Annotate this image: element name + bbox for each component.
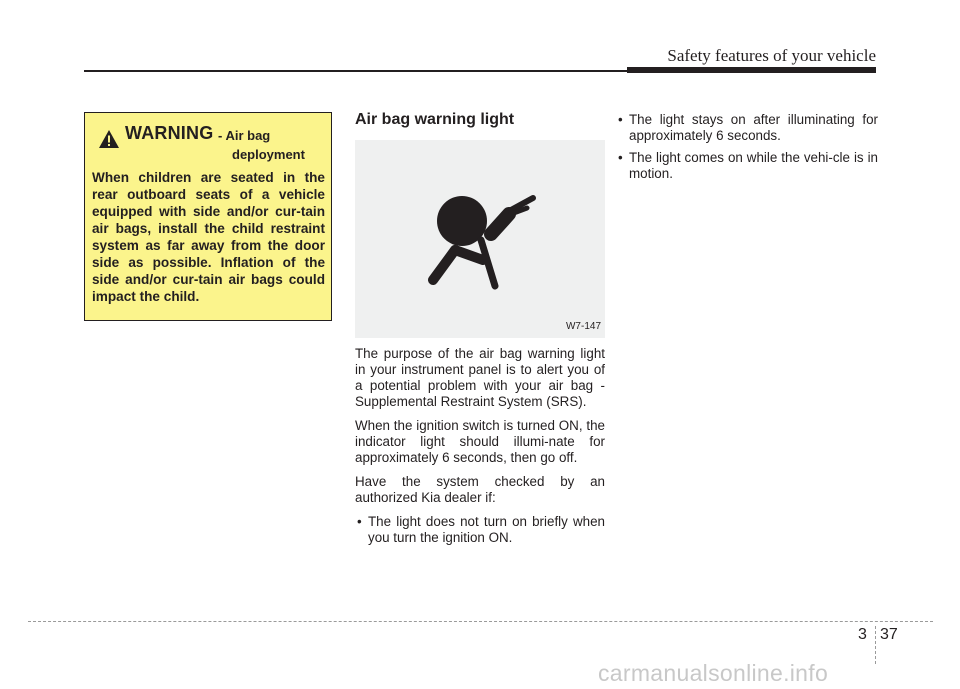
chapter-number: 3	[858, 626, 867, 643]
page-number: 37	[880, 626, 898, 643]
content-column-middle	[355, 110, 605, 545]
figure-panel	[355, 140, 605, 338]
page-heading: Air bag warning light	[355, 111, 515, 128]
airbag-warning-icon	[425, 182, 540, 292]
warning-box	[84, 112, 332, 321]
list-item-text: The light stays on after illuminating for approximately 6 seconds.	[629, 112, 878, 143]
list-item	[355, 514, 605, 546]
footer-divider	[875, 626, 876, 664]
figure-code: W7-147	[565, 321, 601, 332]
watermark: carmanualsonline.info	[598, 660, 829, 686]
footer-rule	[28, 621, 933, 622]
warning-body: When children are seated in the rear outboard seats of a vehicle equipped with side and/or cur-tain air bags, install the child restraint system as far away from the door side as possible. Inflation of the side and/or cur-tain air bags could impact the child.	[92, 170, 325, 304]
bullet-dot: •	[357, 514, 362, 529]
list-item	[616, 112, 878, 144]
paragraph: The purpose of the air bag warning light in your instrument panel is to alert you of a potential problem with your air bag - Supplemental Restraint System (SRS).	[355, 346, 605, 409]
content-column-right	[616, 112, 878, 188]
section-title: Safety features of your vehicle	[667, 46, 876, 65]
paragraph: Have the system checked by an authorized Kia dealer if:	[355, 474, 605, 505]
warning-triangle-icon	[98, 129, 120, 149]
list-item-text: The light comes on while the vehi-cle is in motion.	[629, 150, 878, 181]
warning-label: WARNING	[125, 123, 214, 143]
list-item	[616, 150, 878, 182]
bullet-dot: •	[618, 112, 623, 127]
middle-text	[355, 346, 605, 552]
warning-header	[92, 121, 325, 169]
header-rule-accent	[627, 67, 876, 73]
bullet-dot: •	[618, 150, 623, 165]
list-item-text: The light does not turn on briefly when you turn the ignition ON.	[368, 514, 605, 545]
warning-subtitle-2: deployment	[232, 147, 305, 162]
paragraph: When the ignition switch is turned ON, the indicator light should illumi-nate for approximately 6 seconds, then go off.	[355, 418, 605, 465]
warning-subtitle-1: - Air bag	[218, 128, 271, 143]
